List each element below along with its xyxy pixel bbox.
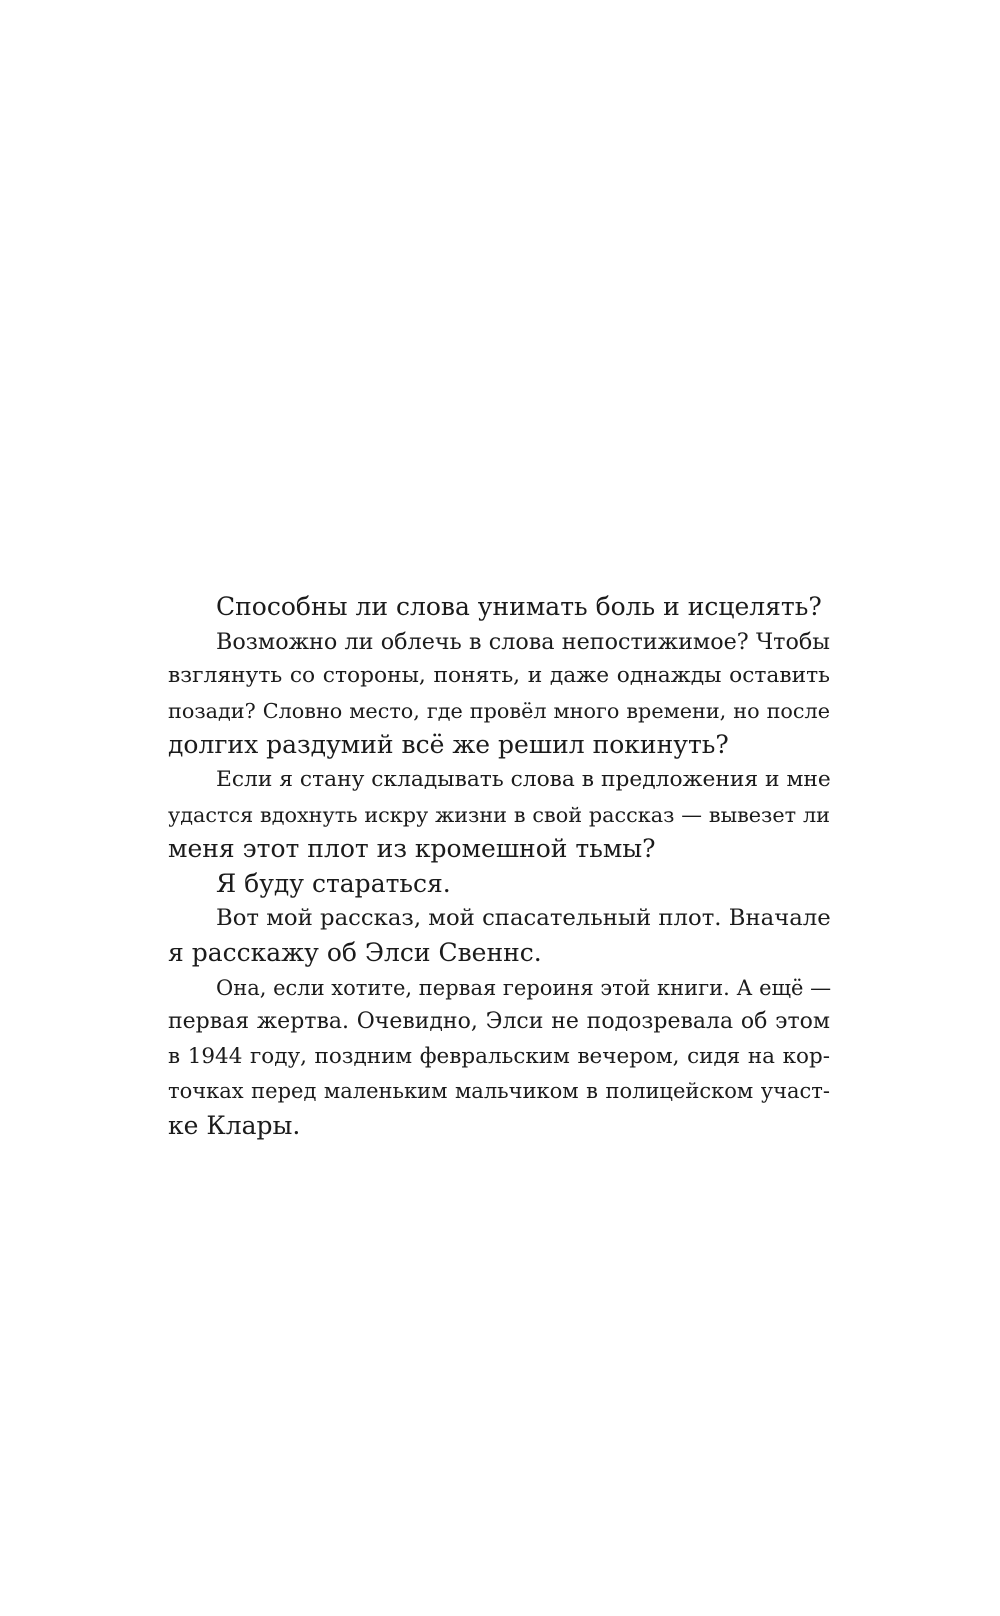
paragraph-6 (168, 971, 830, 1144)
text-line: в 1944 году, поздним февральским вечером, сидя на кор- (168, 1043, 830, 1069)
text-line: позади? Словно место, где провёл много времени, но после (168, 698, 830, 723)
body-text (168, 590, 830, 1144)
text-line: долгих раздумий всё же решил покинуть? (168, 730, 729, 760)
text-line: удастся вдохнуть искру жизни в свой рассказ — вывезет ли (168, 802, 830, 827)
text-line: я расскажу об Элси Свеннс. (168, 937, 542, 967)
text-line: первая жертва. Очевидно, Элси не подозревала об этом (168, 1009, 830, 1035)
paragraph-2 (168, 625, 830, 763)
text-line: взглянуть со стороны, понять, и даже однажды оставить (168, 663, 830, 689)
paragraph-5 (168, 901, 830, 970)
paragraph-4 (168, 867, 830, 902)
paragraph-1 (168, 590, 830, 625)
paragraph-3 (168, 763, 830, 867)
text-line: Способны ли слова унимать боль и исцелять? (216, 592, 822, 621)
text-line: Вот мой рассказ, мой спасательный плот. Вначале (216, 905, 831, 932)
text-line: Если я стану складывать слова в предложения и мне (216, 766, 831, 792)
text-line: Возможно ли облечь в слова непостижимое? Чтобы (216, 628, 830, 655)
text-line: ке Клары. (168, 1110, 301, 1140)
text-line: меня этот плот из кромешной тьмы? (168, 834, 656, 864)
text-line: Я буду стараться. (216, 868, 451, 898)
text-line: точках перед маленьким мальчиком в полицейском участ- (168, 1079, 830, 1104)
text-line: Она, если хотите, первая героиня этой книги. А ещё — (216, 975, 832, 1000)
